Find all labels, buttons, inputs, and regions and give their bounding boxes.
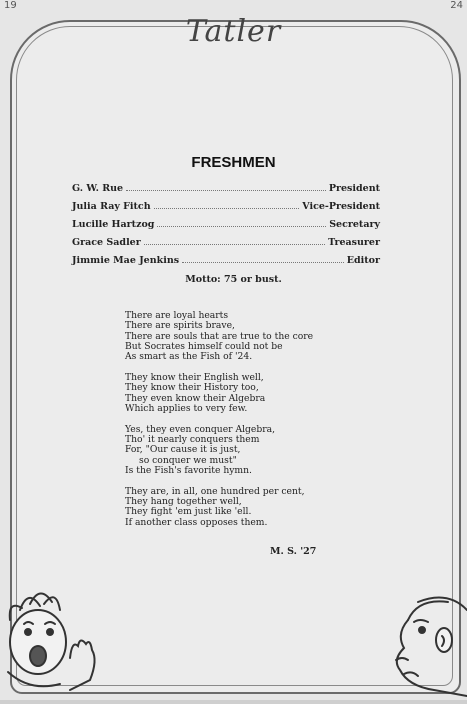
officer-role: Secretary — [329, 219, 380, 230]
signature: M. S. '27 — [270, 546, 317, 557]
poem-line: Yes, they even conquer Algebra, — [125, 423, 276, 435]
poem-line: There are spirits brave, — [125, 320, 235, 332]
leader-dots — [154, 208, 300, 209]
poem-line: For, "Our cause it is just, — [125, 444, 241, 456]
officer-name: G. W. Rue — [72, 183, 124, 194]
cartoon-face-left-icon — [0, 580, 120, 704]
officer-row — [72, 201, 380, 219]
poem-line: They hang together well, — [125, 495, 242, 507]
officer-name: Julia Ray Fitch — [72, 201, 151, 212]
page-number-right: 24 — [450, 0, 463, 11]
page-number-left: 19 — [4, 0, 17, 11]
officer-name: Grace Sadler — [72, 237, 141, 248]
leader-dots — [182, 262, 344, 263]
poem-stanza — [125, 425, 365, 476]
officer-role: Vice-President — [302, 201, 380, 212]
officer-row — [72, 255, 380, 273]
poem-line: They know their English well, — [125, 371, 264, 383]
cartoon-face-right-icon — [378, 590, 467, 704]
poem — [125, 311, 365, 538]
poem-line: But Socrates himself could not be — [125, 340, 283, 352]
officer-row — [72, 219, 380, 237]
poem-stanza — [125, 487, 365, 528]
poem-line: Which applies to very few. — [125, 402, 248, 414]
poem-line: As smart as the Fish of '24. — [125, 351, 253, 363]
poem-stanza — [125, 373, 365, 414]
officer-name: Jimmie Mae Jenkins — [72, 255, 180, 266]
poem-line: Is the Fish's favorite hymn. — [125, 464, 252, 476]
poem-line: They know their History too, — [125, 382, 259, 394]
poem-line: There are souls that are true to the core — [125, 330, 314, 342]
officer-role: Treasurer — [328, 237, 380, 248]
leader-dots — [144, 244, 325, 245]
leader-dots — [157, 226, 326, 227]
masthead-title: Tatler — [185, 14, 282, 49]
officer-row — [72, 237, 380, 255]
officer-row — [72, 183, 380, 201]
motto: Motto: 75 or bust. — [185, 274, 282, 285]
poem-line: They fight 'em just like 'ell. — [125, 506, 252, 518]
officer-role: Editor — [346, 255, 380, 266]
officer-name: Lucille Hartzog — [72, 219, 155, 230]
poem-line: There are loyal hearts — [125, 310, 229, 321]
officers-list — [72, 183, 380, 273]
poem-line: Tho' it nearly conquers them — [125, 433, 260, 445]
officer-role: President — [328, 183, 380, 194]
poem-line: If another class opposes them. — [125, 516, 268, 528]
poem-line: so conquer we must" — [139, 454, 237, 466]
poem-line: They even know their Algebra — [125, 392, 266, 404]
poem-line: They are, in all, one hundred per cent, — [125, 485, 305, 497]
leader-dots — [126, 190, 326, 191]
section-title: FRESHMEN — [191, 154, 276, 171]
poem-stanza — [125, 311, 365, 362]
